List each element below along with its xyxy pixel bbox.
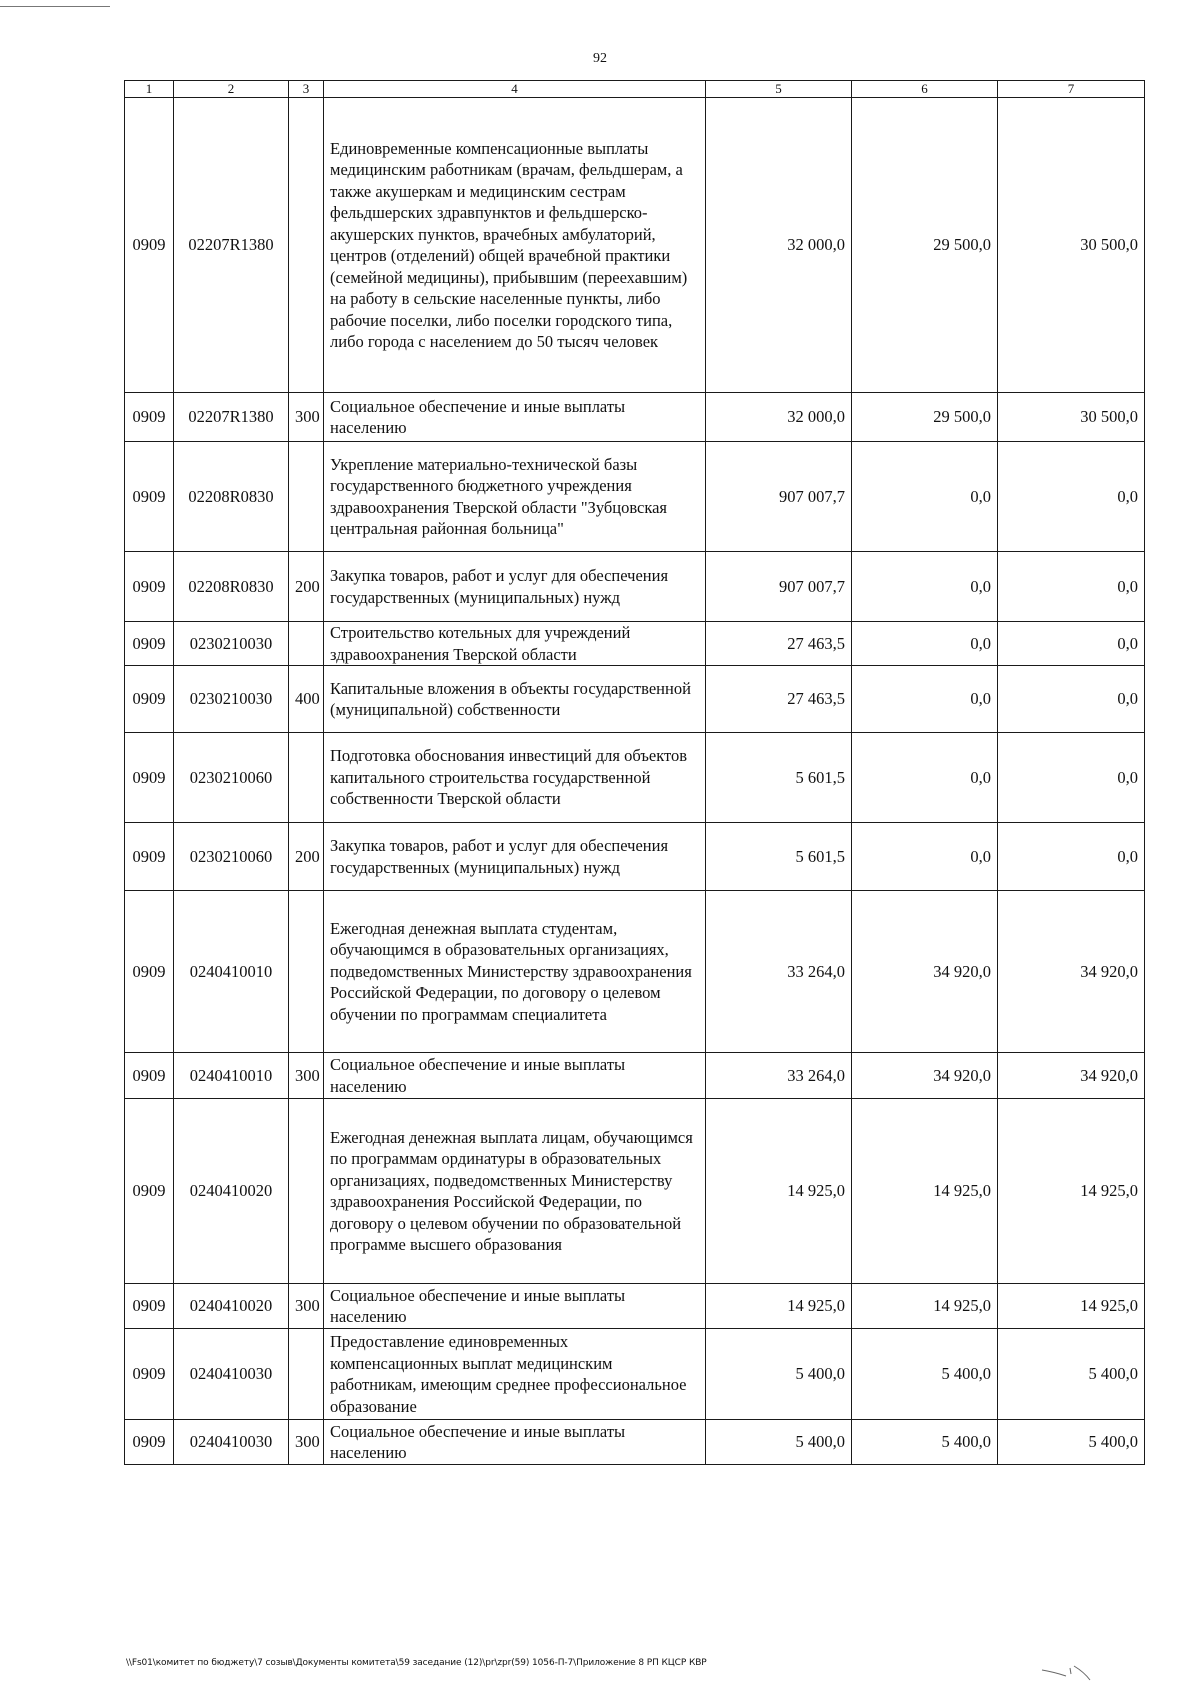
amount-col6: 14 925,0 — [852, 1284, 998, 1329]
item-name: Подготовка обоснования инвестиций для объектов капитального строительства государственной собственности Тверской области — [324, 733, 706, 823]
amount-col5: 32 000,0 — [706, 98, 852, 393]
section-code: 0909 — [125, 891, 174, 1053]
table-row — [125, 733, 1145, 823]
expense-type-code — [289, 733, 324, 823]
expense-type-code — [289, 442, 324, 552]
item-name: Закупка товаров, работ и услуг для обеспечения государственных (муниципальных) нужд — [324, 823, 706, 891]
amount-col7: 34 920,0 — [998, 1053, 1145, 1099]
expense-type-code: 300 — [289, 1420, 324, 1465]
expense-type-code — [289, 1329, 324, 1420]
column-number-5: 5 — [706, 81, 852, 98]
expense-type-code: 200 — [289, 823, 324, 891]
item-name: Социальное обеспечение и иные выплаты населению — [324, 1420, 706, 1465]
target-article-code: 02208R0830 — [174, 552, 289, 622]
column-numbers-row — [125, 81, 1145, 98]
amount-col6: 5 400,0 — [852, 1420, 998, 1465]
amount-col5: 33 264,0 — [706, 1053, 852, 1099]
target-article-code: 0230210030 — [174, 666, 289, 733]
amount-col6: 0,0 — [852, 622, 998, 666]
item-name: Предоставление единовременных компенсационных выплат медицинским работникам, имеющим среднее профессиональное образование — [324, 1329, 706, 1420]
target-article-code: 02207R1380 — [174, 98, 289, 393]
expense-type-code: 300 — [289, 393, 324, 442]
amount-col5: 907 007,7 — [706, 552, 852, 622]
amount-col6: 14 925,0 — [852, 1099, 998, 1284]
amount-col7: 0,0 — [998, 622, 1145, 666]
section-code: 0909 — [125, 733, 174, 823]
target-article-code: 0230210060 — [174, 823, 289, 891]
item-name: Закупка товаров, работ и услуг для обеспечения государственных (муниципальных) нужд — [324, 552, 706, 622]
table-row — [125, 622, 1145, 666]
expense-type-code: 300 — [289, 1053, 324, 1099]
target-article-code: 0240410030 — [174, 1420, 289, 1465]
section-code: 0909 — [125, 442, 174, 552]
amount-col5: 33 264,0 — [706, 891, 852, 1053]
expense-type-code — [289, 622, 324, 666]
column-number-7: 7 — [998, 81, 1145, 98]
scan-edge-line — [0, 6, 110, 7]
amount-col5: 5 601,5 — [706, 823, 852, 891]
section-code: 0909 — [125, 393, 174, 442]
amount-col7: 5 400,0 — [998, 1420, 1145, 1465]
amount-col6: 29 500,0 — [852, 98, 998, 393]
item-name: Строительство котельных для учреждений здравоохранения Тверской области — [324, 622, 706, 666]
target-article-code: 0240410010 — [174, 1053, 289, 1099]
target-article-code: 0240410020 — [174, 1099, 289, 1284]
amount-col5: 27 463,5 — [706, 622, 852, 666]
amount-col6: 0,0 — [852, 666, 998, 733]
table-row — [125, 891, 1145, 1053]
amount-col5: 5 400,0 — [706, 1420, 852, 1465]
amount-col7: 0,0 — [998, 823, 1145, 891]
expense-type-code — [289, 1099, 324, 1284]
amount-col7: 14 925,0 — [998, 1099, 1145, 1284]
amount-col7: 0,0 — [998, 552, 1145, 622]
expense-type-code: 200 — [289, 552, 324, 622]
column-number-1: 1 — [125, 81, 174, 98]
file-path-footer: \\Fs01\комитет по бюджету\7 созыв\Документы комитета\59 заседание (12)\pr\zpr(59) 1056-П-7\Приложение 8 РП КЦСР КВР — [126, 1658, 707, 1668]
section-code: 0909 — [125, 552, 174, 622]
target-article-code: 0240410010 — [174, 891, 289, 1053]
item-name: Укрепление материально-технической базы государственного бюджетного учреждения здравоохранения Тверской области "Зубцовская центральная районная больница" — [324, 442, 706, 552]
amount-col7: 30 500,0 — [998, 393, 1145, 442]
column-number-2: 2 — [174, 81, 289, 98]
section-code: 0909 — [125, 666, 174, 733]
table-row — [125, 1284, 1145, 1329]
amount-col6: 34 920,0 — [852, 891, 998, 1053]
expense-type-code — [289, 98, 324, 393]
amount-col7: 14 925,0 — [998, 1284, 1145, 1329]
page-number: 92 — [593, 51, 607, 66]
item-name: Ежегодная денежная выплата лицам, обучающимся по программам ординатуры в образовательных организациях, подведомственных Министерству здравоохранения Российской Федерации, по договору о целевом обучении по образовательной программе высшего образования — [324, 1099, 706, 1284]
item-name: Социальное обеспечение и иные выплаты населению — [324, 1053, 706, 1099]
budget-table — [124, 80, 1145, 1465]
target-article-code: 0240410020 — [174, 1284, 289, 1329]
amount-col7: 5 400,0 — [998, 1329, 1145, 1420]
item-name: Социальное обеспечение и иные выплаты населению — [324, 393, 706, 442]
table-row — [125, 1420, 1145, 1465]
item-name: Капитальные вложения в объекты государственной (муниципальной) собственности — [324, 666, 706, 733]
expense-type-code: 400 — [289, 666, 324, 733]
table-row — [125, 1099, 1145, 1284]
pen-mark-icon — [1040, 1662, 1110, 1688]
amount-col6: 34 920,0 — [852, 1053, 998, 1099]
item-name: Ежегодная денежная выплата студентам, обучающимся в образовательных организациях, подведомственных Министерству здравоохранения Российской Федерации, по договору о целевом обучении по программам специалитета — [324, 891, 706, 1053]
section-code: 0909 — [125, 1420, 174, 1465]
amount-col5: 14 925,0 — [706, 1284, 852, 1329]
section-code: 0909 — [125, 823, 174, 891]
amount-col5: 27 463,5 — [706, 666, 852, 733]
amount-col7: 0,0 — [998, 666, 1145, 733]
table-row — [125, 393, 1145, 442]
target-article-code: 02207R1380 — [174, 393, 289, 442]
section-code: 0909 — [125, 622, 174, 666]
table-row — [125, 442, 1145, 552]
table-row — [125, 1053, 1145, 1099]
section-code: 0909 — [125, 1329, 174, 1420]
amount-col6: 5 400,0 — [852, 1329, 998, 1420]
section-code: 0909 — [125, 1284, 174, 1329]
target-article-code: 0230210030 — [174, 622, 289, 666]
table-row — [125, 666, 1145, 733]
amount-col7: 34 920,0 — [998, 891, 1145, 1053]
amount-col6: 0,0 — [852, 823, 998, 891]
amount-col7: 30 500,0 — [998, 98, 1145, 393]
expense-type-code: 300 — [289, 1284, 324, 1329]
column-number-4: 4 — [324, 81, 706, 98]
amount-col5: 14 925,0 — [706, 1099, 852, 1284]
item-name: Социальное обеспечение и иные выплаты населению — [324, 1284, 706, 1329]
amount-col6: 0,0 — [852, 552, 998, 622]
amount-col7: 0,0 — [998, 442, 1145, 552]
target-article-code: 0240410030 — [174, 1329, 289, 1420]
amount-col6: 0,0 — [852, 733, 998, 823]
section-code: 0909 — [125, 1053, 174, 1099]
column-number-3: 3 — [289, 81, 324, 98]
column-number-6: 6 — [852, 81, 998, 98]
table-row — [125, 98, 1145, 393]
amount-col7: 0,0 — [998, 733, 1145, 823]
expense-type-code — [289, 891, 324, 1053]
section-code: 0909 — [125, 98, 174, 393]
item-name: Единовременные компенсационные выплаты медицинским работникам (врачам, фельдшерам, а также акушеркам и медицинским сестрам фельдшерских здравпунктов и фельдшерско-акушерских пунктов, врачебных амбулаторий, центров (отделений) общей врачебной практики (семейной медицины), прибывшим (переехавшим) на работу в сельские населенные пункты, либо рабочие поселки, либо поселки городского типа, либо города с населением до 50 тысяч человек — [324, 98, 706, 393]
amount-col6: 0,0 — [852, 442, 998, 552]
target-article-code: 02208R0830 — [174, 442, 289, 552]
target-article-code: 0230210060 — [174, 733, 289, 823]
amount-col5: 5 400,0 — [706, 1329, 852, 1420]
amount-col5: 907 007,7 — [706, 442, 852, 552]
table-row — [125, 823, 1145, 891]
amount-col5: 5 601,5 — [706, 733, 852, 823]
table-row — [125, 1329, 1145, 1420]
table-row — [125, 552, 1145, 622]
amount-col5: 32 000,0 — [706, 393, 852, 442]
amount-col6: 29 500,0 — [852, 393, 998, 442]
section-code: 0909 — [125, 1099, 174, 1284]
